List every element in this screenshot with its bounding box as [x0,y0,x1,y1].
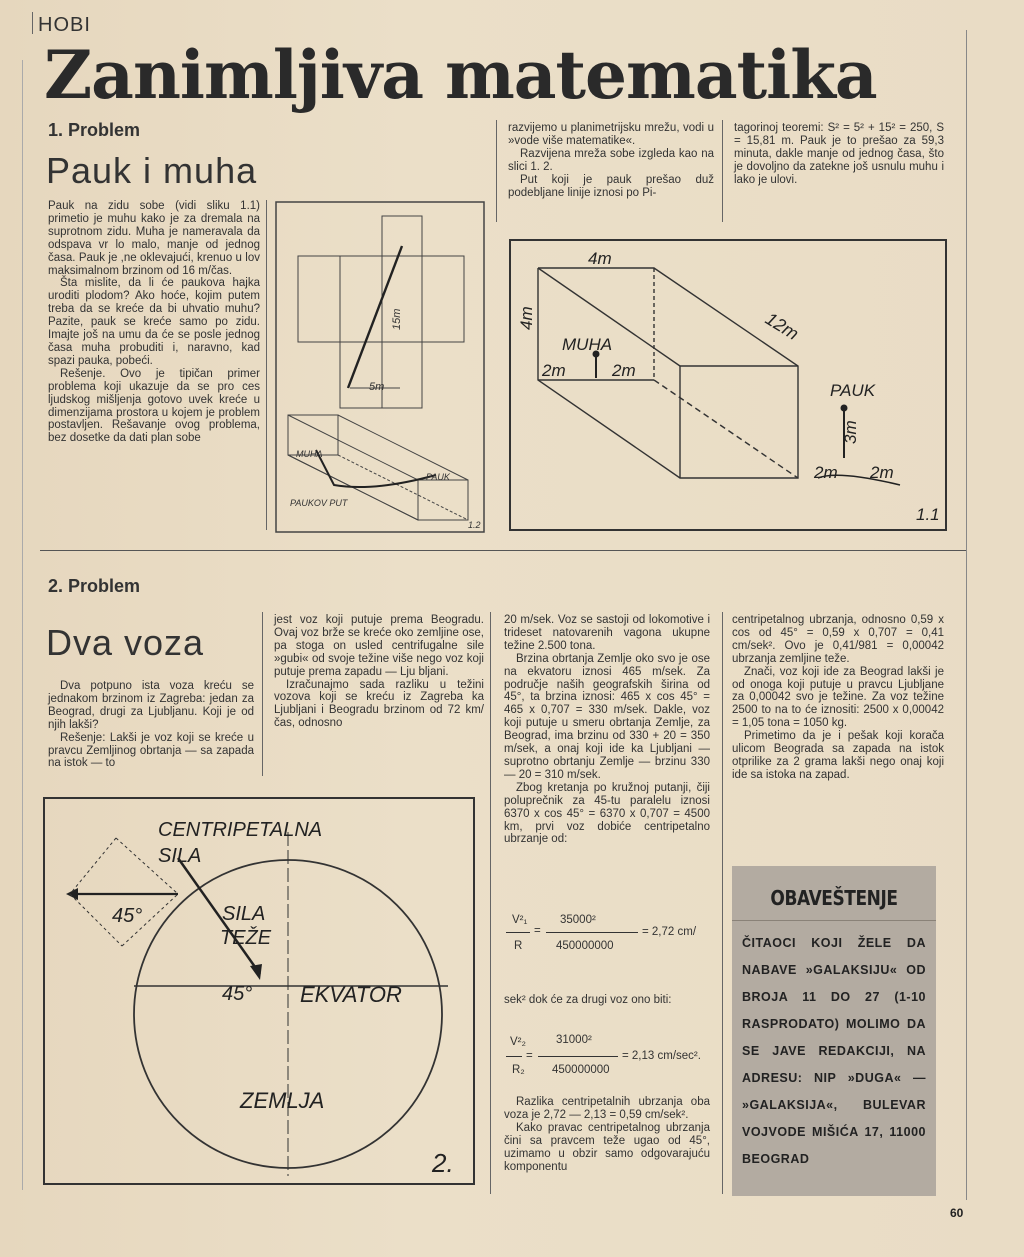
paragraph: razvijemo u planimetrijsku mrežu, vodi u »vode više matematike«. [508,122,714,147]
paragraph: Brzina obrtanja Zemlje oko svo je ose na ekvatoru iznosi 465 m/sek. Za područje naših geografskih širina od 45°, ta brzina iznosi: 465 x cos 45° = 465 x 0,707 = 330 m/sek. Dakle, voz koji putuje u smeru obrtanja Zemlje, za Beograd, ima brzinu od 330 + 20 = 350 m/sek, a onaj koji ide ka Ljubljani — suprotno obrtanju Zemlje — brzinu 330 — 20 = 310 m/sek. [504,652,710,781]
centripetal-label-2: SILA [158,845,202,867]
frac1-den-left: R [514,940,523,952]
fraction-bar [546,932,638,933]
side-height-label: 4m [517,306,536,330]
paragraph: Dva potpuno ista voza kreću se jednakom brzinom iz Zagreba: jedan za Beograd, drugi za Ljubljanu. Koji je od njih lakši? [48,680,254,731]
dim-15m-label: 15m [391,308,403,330]
figure-number: 1.1 [916,505,940,524]
figure-number: 1.2 [468,520,481,530]
figure-2 [42,796,478,1188]
problem1-column-1 [48,200,260,445]
length-label: 12m [761,308,803,344]
paragraph: Kako pravac centripetalnog ubrzanja čini sa pravcem teže ugao od 45°, uzimamo u obzir samo odgovarajuću komponentu [504,1121,710,1173]
bottom-right-label: 2m [870,463,894,482]
fraction-bar [538,1056,618,1057]
problem2-column-1 [48,680,254,770]
paragraph: Rešenje. Ovo je tipičan primer problema koji ukazuje da se pro ces ljudskog mišljenja gotovo uvek kreće u dimenzijama prostora u kojem je problem postavljen. Rešavanje ovog problema, bez dosetke da dati plan sobe [48,367,260,445]
paragraph: Razvijena mreža sobe izgleda kao na slici 1. 2. [508,147,714,173]
problem2-column-2 [274,614,484,730]
right-margin-rule [966,30,967,1200]
figure-number: 2. [432,1148,454,1178]
fraction-bar [506,932,530,933]
problem2-column-4 [732,614,944,782]
problem2-column-3a [504,614,710,846]
problem1-label: 1. Problem [48,120,141,140]
centripetal-label: CENTRIPETALNA [158,819,323,841]
paragraph: Izračunajmo sada razliku u težini vozova koji se kreću iz Zagreba ka Ljubljani i Beogradu brzinom od 72 km/čas, odnosno [274,678,484,730]
notice-box [732,866,936,1196]
frac1-numerator: 35000² [560,914,596,926]
height-label: 3m [841,420,860,444]
paragraph: Zbog kretanja po kružnoj putanji, čiji poluprečnik za 45-tu paralelu iznosi 6370 x cos 45° = 6370 x 0,707 = 4500 km, prvi voz dobiće centripetalno ubrzanje od: [504,781,710,846]
earth-label: ZEMLJA [240,1088,325,1113]
fraction-bar [506,1056,522,1057]
page-title: Zanimljiva matematika [44,36,877,114]
column-rule [490,612,491,1194]
frac2-result: = 2,13 cm/sec². [622,1050,701,1062]
problem2-column-3b [504,1096,710,1173]
top-length-label: 4m [588,249,612,268]
notice-title: OBAVEŠTENJE [770,886,898,910]
paragraph: Rešenje: Lakši je voz koji se kreće u pravcu Zemljinog obrtanja — sa zapada na istok — to [48,731,254,770]
frac1-num-left: V²₁ [512,914,528,926]
figure-1-1 [508,238,948,532]
section-divider [40,550,966,551]
angle-label-2: 45° [222,983,253,1005]
segment-left-label: 2m [542,361,566,380]
pauk-label: PAUK [426,472,450,482]
gravity-label-2: TEŽE [220,927,272,949]
equator-label: EKVATOR [300,982,402,1007]
figure-frame [510,240,946,530]
paragraph: 20 m/sek. Voz se sastoji od lokomotive i trideset natovarenih vagona ukupne težine 2.500 tona. [504,614,710,652]
notice-divider [732,920,936,921]
notice-body: ČITAOCI KOJI ŽELE DA NABAVE »GALAKSIJU« OD BROJA 11 DO 27 (1-10 RASPRODATO) MOLIMO DA SE JAVE REDAKCIJI, NA ADRESU: NIP »DUGA« — »GALAKSIJA«, BULEVAR VOJVODE MIŠIĆA 17, 11000 BEOGRAD [742,936,926,1166]
frac2-denominator: 450000000 [552,1064,610,1076]
paragraph: jest voz koji putuje prema Beogradu. Ovaj voz brže se kreće oko zemljine ose, pa stoga on usled centrifugalne sile »gubi« od svoje težine više nego voz koji putuje prema zapadu — Lju bljani. [274,614,484,678]
problem1-title: Pauk i muha [46,150,258,191]
problem1-column-2 [508,122,714,199]
bottom-left-label: 2m [814,463,838,482]
section-label: HOBI [38,14,91,36]
equals-sign: = [526,1050,533,1062]
column-rule [496,120,497,222]
gravity-label: SILA [222,903,266,925]
problem1-column-3 [734,122,944,187]
figure-1-2 [274,200,486,534]
paragraph: tagorinoj teoremi: S² = 5² + 15² = 250, S = 15,81 m. Pauk je to prešao za 59,3 minuta, dakle manje od jednog časa, što je dovoljno da zatekne još usnulu muhu i lako je ulovi. [734,122,944,186]
equals-sign: = [534,925,541,937]
frac2-numerator: 31000² [556,1034,592,1046]
column-rule [722,120,723,222]
frac1-result: = 2,72 cm/ [642,926,697,938]
column-rule [266,200,267,530]
paragraph: centripetalnog ubrzanja, odnosno 0,59 x cos od 45° = 0,59 x 0,707 = 0,41 cm/sek². Ovo je 0,41/981 = 0,00042 ubrzanja zemljine teže. [732,614,944,665]
figure-frame [44,798,474,1184]
pauk-label: PAUK [830,381,876,400]
angle-label-1: 45° [112,905,143,927]
column-rule [262,612,263,776]
frac1-denominator: 450000000 [556,940,614,952]
frac2-num-left: V²₂ [510,1036,526,1048]
page-number: 60 [950,1206,964,1220]
mid-text [504,994,710,1007]
left-margin-rule [22,60,23,1190]
column-rule [722,612,723,1194]
paragraph: Šta mislite, da li će paukova hajka uroditi plodom? Ako hoće, kojim putem treba da se kreće da bi uhvatio muhu? Pazite, pauk se kreće samo po zidu. Imajte još na umu da će se posle jednog časa muha probuditi i, naravno, kad spazi pauka, pobeći. [48,277,260,367]
paragraph: Put koji je pauk prešao duž podebljane linije iznosi po Pi- [508,173,714,199]
dim-5m-label: 5m [369,381,385,393]
path-label: PAUKOV PUT [290,498,348,508]
problem2-label: 2. Problem [48,576,141,596]
paragraph: Razlika centripetalnih ubrzanja oba voza je 2,72 — 2,13 = 0,59 cm/sek². [504,1096,710,1121]
frac2-den-left: R₂ [512,1064,525,1076]
paragraph: Primetimo da je i pešak koji korača ulicom Beograda sa zapada na istok otprilike za 2 grama lakši nego onaj koji ide sa istoka na zapad. [732,730,944,781]
paragraph: Znači, voz koji ide za Beograd lakši je od onoga koji putuje u pravcu Ljubljane za 0,00042 svo je težine. Za voz težine 2500 to na to će iznositi: 2500 x 0,00042 = 1,05 tona = 1050 kg. [732,665,944,730]
segment-right-label: 2m [612,361,636,380]
figure-frame [276,202,484,532]
muha-label: MUHA [562,335,613,354]
header-divider [32,12,33,34]
paragraph: Pauk na zidu sobe (vidi sliku 1.1) primetio je muhu kako je za dremala na suprotnom zidu. Muha je nameravala da odspava vr lo malo, manje od jednog časa. Pauk je ,ne oklevajući, krenuo u lov maksimalnom brzinom od 16 m/čas. [48,200,260,277]
problem2-title: Dva voza [46,622,205,663]
paragraph: sek² dok će za drugi voz ono biti: [504,994,672,1006]
muha-label: MUHA [296,449,323,459]
